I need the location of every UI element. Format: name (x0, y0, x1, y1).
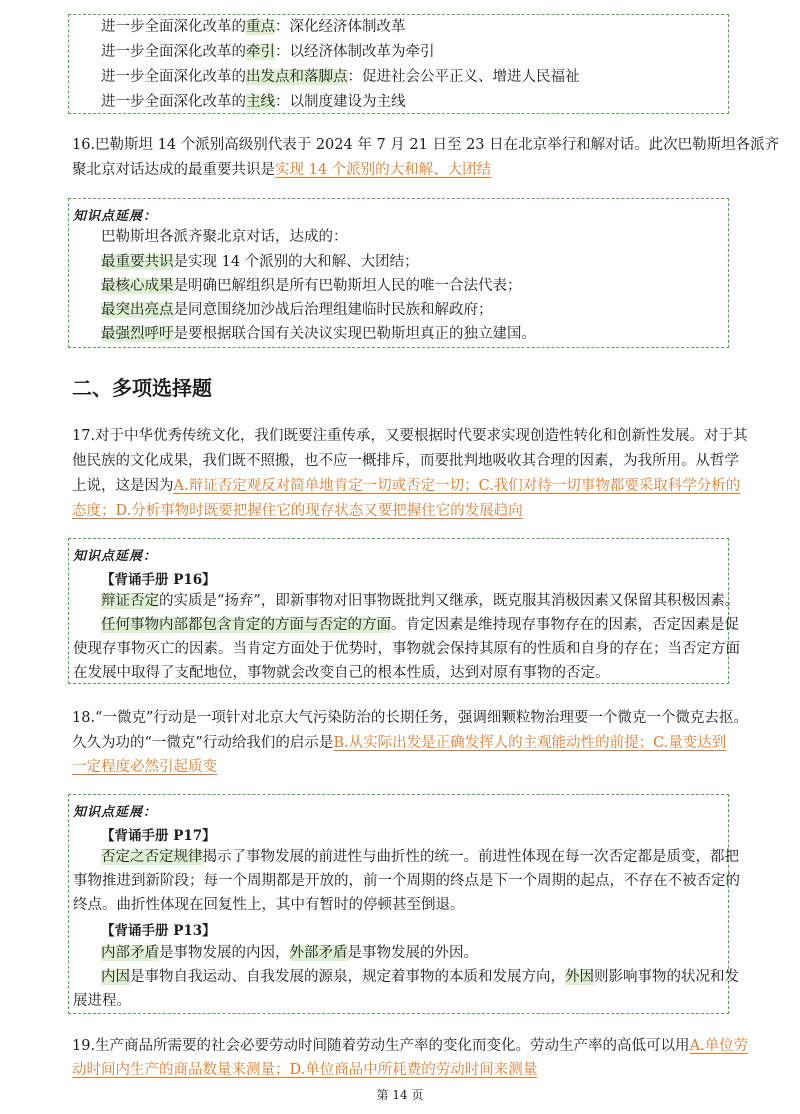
highlight-term: 出发点和落脚点 (246, 69, 348, 85)
highlight-term: 外部矛盾 (289, 945, 348, 961)
handbook-reference: 【背诵手册 P13】 (101, 923, 216, 939)
highlight-term: 内因 (101, 969, 130, 985)
answer-text: 态度；D.分析事物时既要把握住它的现存状态又要把握住它的发展趋向 (72, 503, 523, 519)
line-text: 。肯定因素是维持现存事物存在的因素，否定因素是促 (391, 617, 739, 633)
question-18-line-1: 18.“一微克”行动是一项针对北京大气污染防治的长期任务，强调细颗粒物治理要一个微克一个微克去抠。 (72, 710, 748, 726)
highlight-term: 主线 (246, 94, 275, 110)
line-text: 是事物发展的内因， (159, 945, 290, 961)
line-text: ：以经济体制改革为牵引 (275, 44, 435, 60)
highlight-term: 外因 (565, 969, 594, 985)
reform-key-points-box (68, 14, 729, 114)
box4-para-1-line-2: 事物推进到新阶段；每一个周期都是开放的，前一个周期的终点是下一个周期的起点，不存在不被否定的 (73, 873, 740, 889)
box4-para-3-line-2: 展进程。 (73, 993, 131, 1009)
line-text: ：深化经济体制改革 (275, 19, 406, 35)
line-text: 是同意围绕加沙战后治理组建临时民族和解政府； (173, 302, 493, 318)
question-text: 上说，这是因为 (72, 478, 174, 494)
question-16-line-1: 16.巴勒斯坦 14 个派别高级别代表于 2024 年 7 月 21 日至 23 日在北京举行和解对话。此次巴勒斯坦各派齐 (72, 137, 780, 153)
handbook-reference: 【背诵手册 P17】 (101, 828, 216, 844)
box3-para-1 (101, 591, 739, 611)
line-text: ：促进社会公平正义、增进人民福祉 (347, 69, 580, 85)
question-17-line-4 (72, 501, 523, 521)
box4-para-2 (101, 943, 478, 963)
highlight-term: 牵引 (246, 44, 275, 60)
answer-text: B.从实际出发是正确发挥人的主观能动性的前提；C.量变达到 (333, 735, 727, 751)
highlight-term: 辩证否定 (101, 593, 159, 609)
box2-intro: 巴勒斯坦各派齐聚北京对话，达成的： (101, 229, 348, 245)
answer-text: 实现 14 个派别的大和解、大团结 (275, 162, 492, 178)
box4-para-3 (101, 967, 739, 987)
line-prefix: 进一步全面深化改革的 (101, 94, 246, 110)
box1-line-2 (101, 42, 435, 62)
box3-para-2 (101, 615, 739, 635)
highlight-term: 最重要共识 (101, 254, 174, 270)
answer-text: A.单位劳 (689, 1038, 749, 1054)
highlight-term: 最强烈呼吁 (101, 326, 174, 342)
line-text: 揭示了事物发展的前进性与曲折性的统一。前进性体现在每一次否定都是质变，都把 (202, 849, 739, 865)
box1-line-3 (101, 67, 580, 87)
line-prefix: 进一步全面深化改革的 (101, 44, 246, 60)
box2-line-1 (101, 252, 419, 272)
box4-para-1-line-3: 终点。曲折性体现在回复性上，其中有暂时的停顿甚至倒退。 (73, 897, 465, 913)
question-17-line-1: 17.对于中华优秀传统文化，我们既要注重传承，又要根据时代要求实现创造性转化和创新性发展。对于其 (72, 428, 748, 444)
line-text: 是事物自我运动、自我发展的源泉，规定着事物的本质和发展方向， (130, 969, 565, 985)
question-19-line-1 (72, 1036, 748, 1056)
box1-line-1 (101, 17, 406, 37)
knowledge-extension-title: 知识点延展： (73, 549, 158, 564)
question-18-line-3 (72, 757, 217, 777)
box3-para-2-line-3: 在发展中取得了支配地位，事物就会改变自己的根本性质，达到对原有事物的否定。 (73, 665, 610, 681)
line-text: ：以制度建设为主线 (275, 94, 406, 110)
question-18-line-2 (72, 733, 726, 753)
highlight-term: 否定之否定规律 (101, 849, 203, 865)
box4-para-1 (101, 847, 739, 867)
question-text: 久久为功的“一微克”行动给我们的启示是 (72, 735, 334, 751)
line-text: 则影响事物的状况和发 (594, 969, 739, 985)
highlight-term: 内部矛盾 (101, 945, 159, 961)
highlight-term: 最核心成果 (101, 278, 174, 294)
box1-line-4 (101, 92, 406, 112)
question-text: 19.生产商品所需要的社会必要劳动时间随着劳动生产率的变化而变化。劳动生产率的高低可以用 (72, 1038, 690, 1054)
line-text: 是要根据联合国有关决议实现巴勒斯坦真正的独立建国。 (173, 326, 536, 342)
question-16-line-2 (72, 160, 491, 180)
knowledge-extension-title: 知识点延展： (73, 805, 158, 820)
knowledge-extension-box-17 (68, 538, 740, 684)
handbook-reference: 【背诵手册 P16】 (101, 572, 216, 588)
knowledge-extension-title: 知识点延展： (73, 209, 158, 224)
page-number: 第 14 页 (376, 1088, 424, 1102)
highlight-term: 重点 (246, 19, 275, 35)
highlight-term: 任何事物内部都包含肯定的方面与否定的方面 (101, 617, 391, 633)
box2-line-4 (101, 324, 536, 344)
line-prefix: 进一步全面深化改革的 (101, 19, 246, 35)
knowledge-extension-box-16 (68, 198, 729, 348)
line-text: 是明确巴解组织是所有巴勒斯坦人民的唯一合法代表； (173, 278, 522, 294)
line-prefix: 进一步全面深化改革的 (101, 69, 246, 85)
line-text: 是实现 14 个派别的大和解、大团结； (173, 254, 419, 270)
answer-text: 动时间内生产的商品数量来测量；D.单位商品中所耗费的劳动时间来测量 (72, 1062, 538, 1078)
highlight-term: 最突出亮点 (101, 302, 174, 318)
knowledge-extension-box-18 (68, 794, 740, 1014)
section-title: 二、多项选择题 (72, 376, 212, 400)
line-text: 是事物发展的外因。 (347, 945, 478, 961)
box2-line-3 (101, 300, 493, 320)
box2-line-2 (101, 276, 522, 296)
question-19-line-2 (72, 1060, 537, 1080)
box3-para-2-line-2: 使现存事物灭亡的因素。当肯定方面处于优势时，事物就会保持其原有的性质和自身的存在；当否定方面 (73, 641, 740, 657)
question-17-line-3 (72, 476, 740, 496)
question-17-line-2: 他民族的文化成果，我们既不照搬，也不应一概排斥，而要批判地吸收其合理的因素，为我所用。从哲学 (72, 453, 739, 469)
answer-text: 一定程度必然引起质变 (72, 759, 217, 775)
line-text: 的实质是“扬弃”，即新事物对旧事物既批判又继承，既克服其消极因素又保留其积极因素。 (159, 593, 740, 609)
answer-text: A.辩证否定观反对简单地肯定一切或否定一切；C.我们对待一切事物都要采取科学分析的 (173, 478, 741, 494)
question-text: 聚北京对话达成的最重要共识是 (72, 162, 275, 178)
